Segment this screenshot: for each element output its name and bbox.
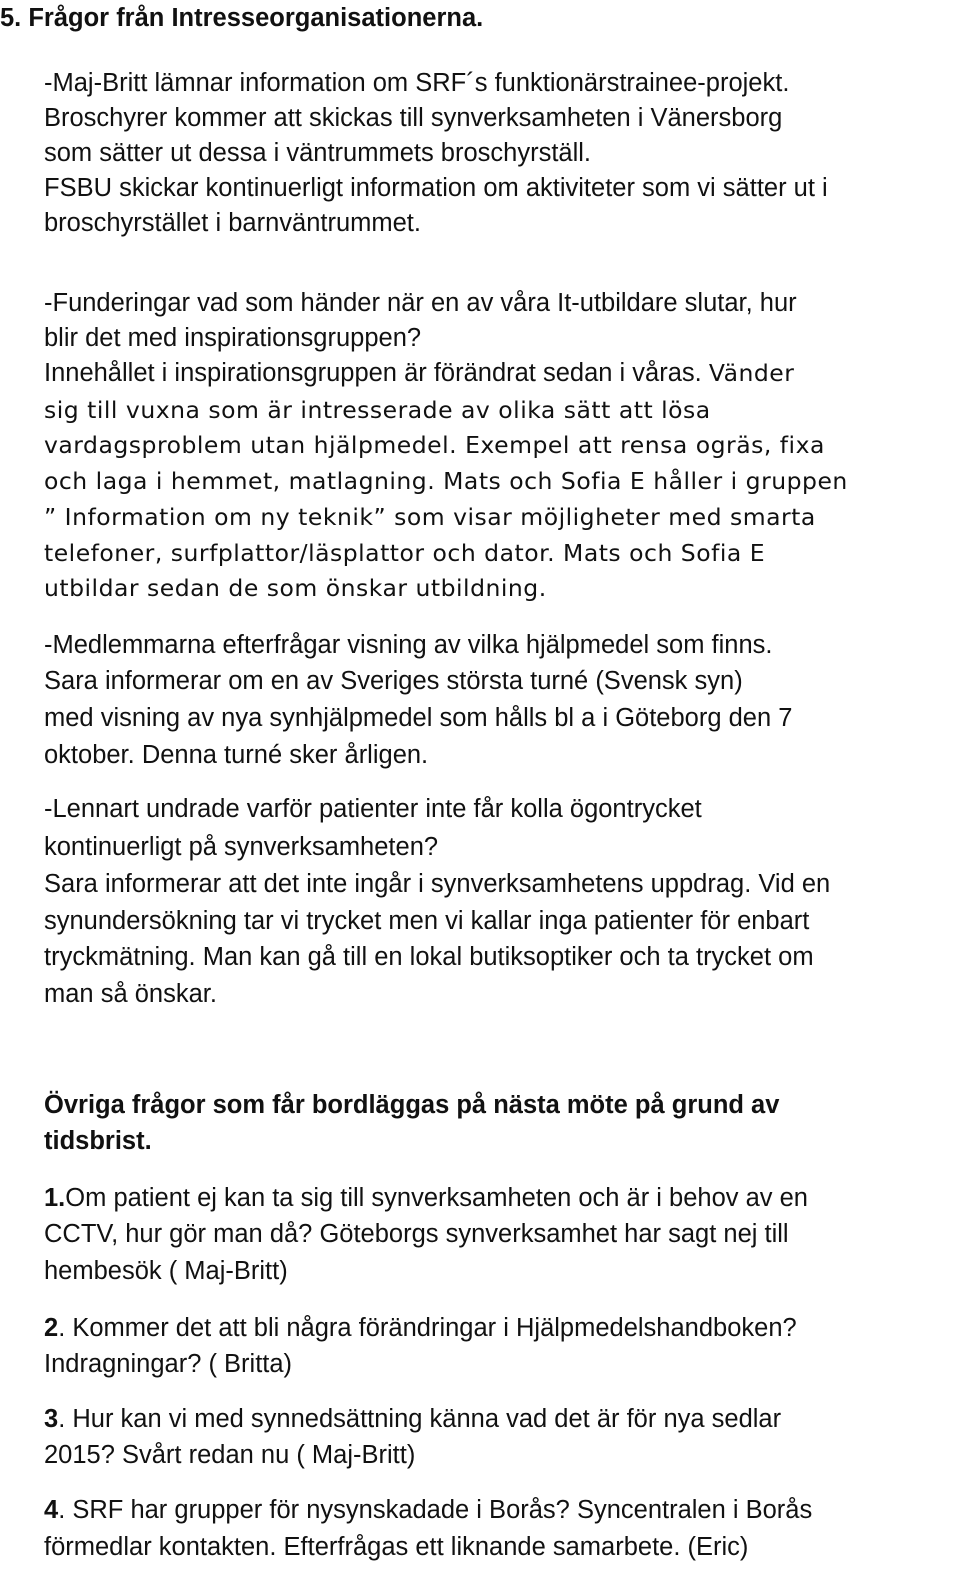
- list-item-text: . Hur kan vi med synnedsättning känna vad det är för nya sedlar: [58, 1405, 782, 1433]
- paragraph-line: -Funderingar vad som händer när en av våra It-utbildare slutar, hur: [44, 289, 797, 317]
- list-item-line: 2015? Svårt redan nu ( Maj-Britt): [44, 1441, 416, 1469]
- list-item-line: hembesök ( Maj-Britt): [44, 1257, 288, 1285]
- paragraph-line: -Medlemmarna efterfrågar visning av vilka hjälpmedel som finns.: [44, 631, 773, 659]
- paragraph-line: tryckmätning. Man kan gå till en lokal butiksoptiker och ta trycket om: [44, 943, 814, 971]
- paragraph-line: blir det med inspirationsgruppen?: [44, 324, 422, 352]
- list-item-line: [44, 1495, 812, 1525]
- list-item-number: 1.: [44, 1184, 66, 1212]
- paragraph-line: och laga i hemmet, matlagning. Mats och Sofia E håller i gruppen: [44, 467, 848, 495]
- paragraph-line: synundersökning tar vi trycket men vi kallar inga patienter för enbart: [44, 907, 810, 935]
- paragraph-line: broschyrstället i barnväntrummet.: [44, 209, 421, 237]
- paragraph-line: Sara informerar att det inte ingår i synverksamhetens uppdrag. Vid en: [44, 870, 831, 898]
- list-item-line: Indragningar? ( Britta): [44, 1350, 293, 1378]
- list-item-line: CCTV, hur gör man då? Göteborgs synverksamhet har sagt nej till: [44, 1220, 789, 1248]
- paragraph-text: Vänder: [708, 359, 795, 387]
- paragraph-line: utbildar sedan de som önskar utbildning.: [44, 574, 547, 602]
- section-heading: 5. Frågor från Intresseorganisationerna.: [0, 4, 484, 32]
- list-item-line: [44, 1404, 781, 1434]
- paragraph-line: Broschyrer kommer att skickas till synverksamheten i Vänersborg: [44, 104, 783, 132]
- list-item-text: Om patient ej kan ta sig till synverksamheten och är i behov av en: [65, 1184, 808, 1212]
- list-item-text: . SRF har grupper för nysynskadade i Borås? Syncentralen i Borås: [58, 1496, 813, 1524]
- paragraph-line: sig till vuxna som är intresserade av olika sätt att lösa: [44, 396, 711, 424]
- paragraph-line: FSBU skickar kontinuerligt information om aktiviteter som vi sätter ut i: [44, 174, 828, 202]
- paragraph-line: oktober. Denna turné sker årligen.: [44, 741, 429, 769]
- list-item-text: . Kommer det att bli några förändringar i Hjälpmedelshandboken?: [58, 1314, 797, 1342]
- list-item-line: [44, 1313, 797, 1343]
- other-questions-heading: tidsbrist.: [44, 1127, 152, 1155]
- other-questions-heading: Övriga frågor som får bordläggas på nästa möte på grund av: [44, 1091, 780, 1119]
- list-item-line: förmedlar kontakten. Efterfrågas ett liknande samarbete. (Eric): [44, 1533, 749, 1561]
- list-item-line: [44, 1183, 808, 1213]
- paragraph-line: som sätter ut dessa i väntrummets broschyrställ.: [44, 139, 592, 167]
- paragraph-line: Sara informerar om en av Sveriges största turné (Svensk syn): [44, 667, 743, 695]
- paragraph-line: man så önskar.: [44, 980, 217, 1008]
- paragraph-text: Innehållet i inspirationsgruppen är förändrat sedan i våras.: [44, 359, 702, 387]
- paragraph-line: kontinuerligt på synverksamheten?: [44, 833, 439, 861]
- list-item-number: 4: [44, 1496, 59, 1524]
- paragraph-line: -Maj-Britt lämnar information om SRF´s funktionärstrainee-projekt.: [44, 69, 790, 97]
- paragraph-line: telefoner, surfplattor/läsplattor och dator. Mats och Sofia E: [44, 539, 766, 567]
- list-item-number: 2: [44, 1314, 59, 1342]
- paragraph-line: [44, 358, 794, 388]
- list-item-number: 3: [44, 1405, 59, 1433]
- paragraph-line: med visning av nya synhjälpmedel som hålls bl a i Göteborg den 7: [44, 704, 793, 732]
- paragraph-line: ” Information om ny teknik” som visar möjligheter med smarta: [44, 503, 816, 531]
- paragraph-line: -Lennart undrade varför patienter inte får kolla ögontrycket: [44, 795, 702, 823]
- paragraph-line: vardagsproblem utan hjälpmedel. Exempel att rensa ogräs, fixa: [44, 431, 825, 459]
